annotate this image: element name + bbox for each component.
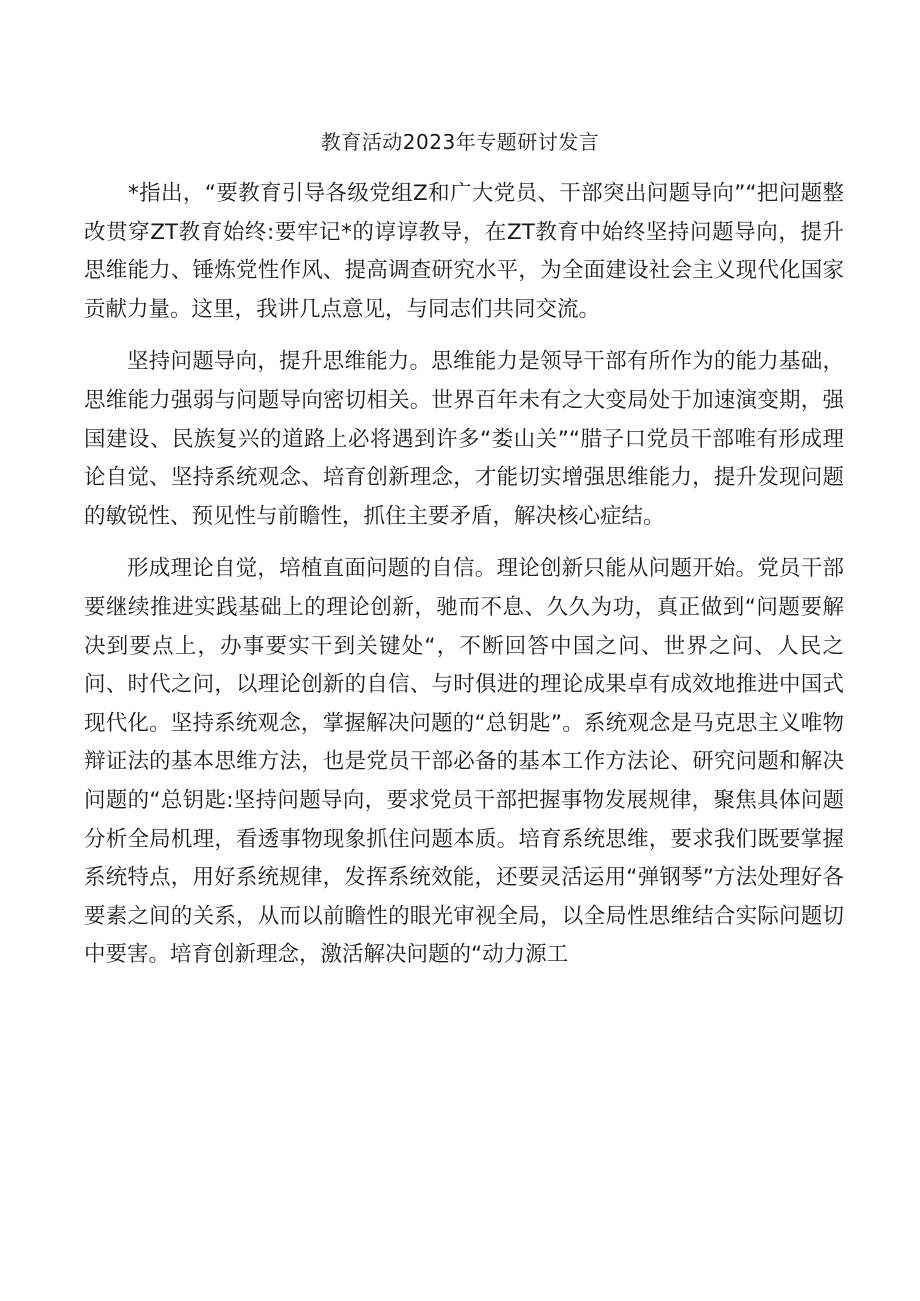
paragraph-1: *指出，“要教育引导各级党组Z和广大党员、干部突出问题导向”“把问题整改贯穿ZT教育始终:要牢记*的谆谆教导，在ZT教育中始终坚持问题导向，提升思维能力、锤炼党性作风、提高调查研究水平，为全面建设社会主义现代化国家贡献力量。这里，我讲几点意见，与同志们共同交流。 <box>84 181 844 322</box>
document-body <box>84 175 844 989</box>
document-title: 教育活动2023年专题研讨发言 <box>320 130 600 154</box>
paragraph-3: 形成理论自觉，培植直面问题的自信。理论创新只能从问题开始。党员干部要继续推进实践基础上的理论创新，驰而不息、久久为功，真正做到“问题要解决到要点上，办事要实干到关键处“，不断回答中国之问、世界之问、人民之问、时代之问，以理论创新的自信、与时俱进的理论成果卓有成效地推进中国式现代化。坚持系统观念，掌握解决问题的“总钥匙”。系统观念是马克思主义唯物辩证法的基本思维方法，也是党员干部必备的基本工作方法论、研究问题和解决问题的“总钥匙:坚持问题导向，要求党员干部把握事物发展规律，聚焦具体问题分析全局机理，看透事物现象抓住问题本质。培育系统思维，要求我们既要掌握系统特点，用好系统规律，发挥系统效能，还要灵活运用“弹钢琴”方法处理好各要素之间的关系，从而以前瞻性的眼光审视全局，以全局性思维结合实际问题切中要害。培育创新理念，激活解决问题的“动力源工 <box>84 556 844 968</box>
paragraph-2: 坚持问题导向，提升思维能力。思维能力是领导干部有所作为的能力基础，思维能力强弱与问题导向密切相关。世界百年未有之大变局处于加速演变期，强国建设、民族复兴的道路上必将遇到许多“娄山关”“腊子口党员干部唯有形成理论自觉、坚持系统观念、培育创新理念，才能切实增强思维能力，提升发现问题的敏锐性、预见性与前瞻性，抓住主要矛盾，解决核心症结。 <box>84 349 844 529</box>
